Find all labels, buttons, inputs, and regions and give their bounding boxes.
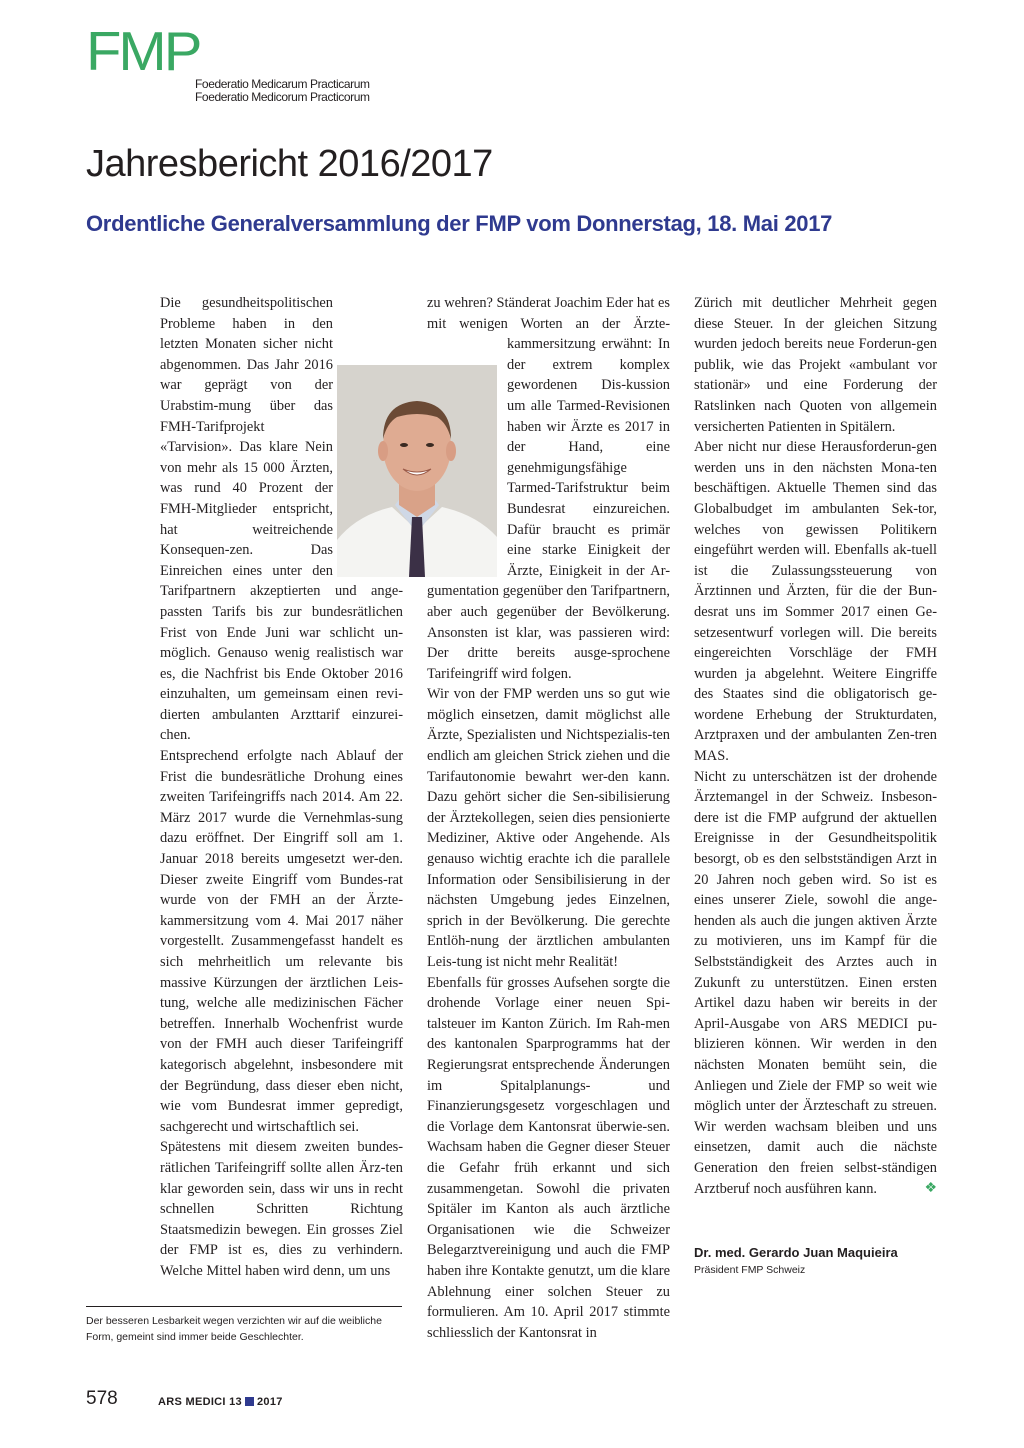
footnote-divider [86, 1306, 402, 1307]
paragraph: Aber nicht nur diese Herausforderun-gen werden uns in den nächsten Mona-ten beschäftigen. Aktuelle Themen sind das Globalbudget im ambulanten Sek-tor, welches von gewissen Politikern eingeführt werden will. Ebenfalls ak-tuell ist die Zulassungssteuerung von Ärztinnen und Ärzten, für die der Bun-desrat uns im Sommer 2017 einen Ge-setzesentwurf vorlegen will. Die bereits eingereichten Vorschläge der FMH wurden ja abgelehnt. Weitere Eingriffe des Staates sind die obligatorisch ge-wordene Erhebung der Strukturdaten, Arztpraxen und der ambulanten Zen-tren MAS. [694, 439, 937, 765]
paragraph: Wir von der FMP werden uns so gut wie möglich einsetzen, damit möglichst alle Ärzte, Spezialisten und Nichtspezialis-ten endlich am gleichen Strick ziehen und die Tarifautonomie bewahrt wer-den kann. Dazu gehört sicher die Sen-sibilisierung der Ärztekollegen, seien dies pensionierte Mediziner, Aktive oder Angehende. Als genauso wichtig erachte ich die parallele Information oder Sensibilisierung in der nächsten Umgebung jedes Einzelnen, sprich in der Bevölkerung. Die gerechte Entlöh-nung der ärztlichen ambulanten Leis-tung ist nicht mehr Realität! [427, 686, 670, 970]
journal-reference [158, 1396, 283, 1408]
author-portrait [337, 365, 497, 577]
text-column-3 [694, 293, 937, 1199]
end-ornament-icon: ❖ [924, 1180, 937, 1196]
paragraph: zu wehren? Ständerat Joachim Eder hat es mit wenigen Worten an der Ärzte-kammersitzung erwähnt: In der extrem komplex gewordenen Dis-kussion um alle Tarmed-Revisionen haben wir Ärzte es 2017 in der Hand, eine genehmigungsfähige Tarmed-Tarifstruktur beim Bundesrat einzureichen. Dafür braucht es primär eine starke Einigkeit der Ärzte, Einigkeit in der Ar-gumentation gegenüber den Tarifpartnern, aber auch gegenüber der Bevölkerung. Ansonsten ist klar, was passieren wird: Der dritte bereits ausge-sprochene Tarifeingriff wird folgen. [427, 295, 670, 682]
logo-line-2: Foederatio Medicorum Practicorum [195, 90, 370, 104]
paragraph: Spätestens mit diesem zweiten bundes-rätlichen Tarifeingriff sollte allen Ärz-ten klar geworden sein, dass wir uns in recht schnellen Schritten Richtung Staatsmedizin bewegen. Ein grosses Ziel der FMP ist es, dies zu verhindern. Welche Mittel haben wird denn, um uns [160, 1139, 403, 1279]
portrait-illustration [337, 365, 497, 577]
page-title: Jahresbericht 2016/2017 [86, 143, 493, 185]
signature-name: Dr. med. Gerardo Juan Maquieira [694, 1245, 898, 1260]
separator-square-icon [245, 1397, 254, 1406]
journal-year: 2017 [256, 1396, 283, 1408]
footnote: Der besseren Lesbarkeit wegen verzichten wir auf die weibliche Form, gemeint sind immer beide Geschlechter. [86, 1315, 382, 1343]
paragraph-text: Nicht zu unterschätzen ist der drohende Ärztemangel in der Schweiz. Insbeson-dere ist die FMP aufgrund der aktuellen Ereignisse in der Gesundheitspolitik besorgt, ob es den selbstständigen Arzt in 20 Jahren noch geben wird. So ist es eines unserer Ziele, sowohl die ange-henden als auch die jungen aktiven Ärzte zu motivieren, uns im Kampf für die Selbstständigkeit des Arztes auch in Zukunft zu unterstützen. Einen ersten Artikel dazu haben wir bereits in der April-Ausgabe von ARS MEDICI pu-blizieren können. Wir werden in den nächsten Monaten bemüht sein, die Anliegen und Ziele der FMP so weit wie möglich unter der Ärzteschaft zu streuen. Wir werden wachsam bleiben und uns einsetzen, damit auch die nächste Generation den freien selbst-ständigen Arztberuf noch ausführen kann. [694, 768, 937, 1197]
paragraph: Entsprechend erfolgte nach Ablauf der Frist die bundesrätliche Drohung eines zweiten Tarifeingriffs nach 2014. Am 22. März 2017 wurde die Vernehmlas-sung dazu eröffnet. Der Eingriff soll am 1. Januar 2018 bereits umgesetzt wer-den. Dieser zweite Eingriff vom Bundes-rat wurde von der FMH an der Ärzte-kammersitzung vom 4. Mai 2017 näher vorgestellt. Zusammengefasst handelt es sich mehrheitlich um relevante bis massive Kürzungen der ärztlichen Leis-tung, welche alle medizinischen Fächer betreffen. Innerhalb Wochenfrist wurde von der FMH auch dieser Tarifeingriff kategorisch abgelehnt, insbesondere mit der Begründung, dass dieser eben nicht, wie vom Bundesrat immer gepredigt, sachgerecht und wirtschaftlich sei. [160, 748, 403, 1135]
page-subtitle: Ordentliche Generalversammlung der FMP vom Donnerstag, 18. Mai 2017 [86, 211, 833, 236]
paragraph [694, 767, 937, 1199]
paragraph: Ebenfalls für grosses Aufsehen sorgte die drohende Vorlage einer neuen Spi-talsteuer im Kanton Zürich. Im Rah-men des kantonalen Sparprogramms hat der Regierungsrat entsprechende Änderungen im Spitalplanungs- und Finanzierungsgesetz vorgeschlagen und die Vorlage dem Kantonsrat überwie-sen. Wachsam haben die Gegner dieser Steuer die Gefahr früh erkannt und sich zusammengetan. Sowohl die privaten Spitäler im Kanton als auch ärztliche Organisationen wie die Schweizer Belegarztvereinigung und auch die FMP haben ihre Kontakte genutzt, um die klare Ablehnung einer solchen Steuer zu formulieren. Am 10. April 2017 stimmte schliesslich der Kantonsrat in [427, 974, 670, 1341]
paragraph: Zürich mit deutlicher Mehrheit gegen diese Steuer. In der gleichen Sitzung wurden jedoch bereits neue Forderun-gen publik, wie das Projekt «ambulant vor stationär» und eine Forderung der Ratslinken nach Quoten von allgemein versicherten Patienten in Spitälern. [694, 295, 937, 435]
fmp-logo [86, 20, 370, 104]
logo-mark: FMP [86, 20, 200, 83]
signature-role: Präsident FMP Schweiz [694, 1264, 806, 1276]
logo-subtitle [195, 78, 495, 104]
journal-name: ARS MEDICI 13 [158, 1396, 242, 1408]
logo-line-1: Foederatio Medicarum Practicarum [195, 77, 370, 91]
paragraph-text: Die gesundheitspolitischen Probleme haben in den letzten Monaten sicher nicht abgenommen. Das Jahr 2016 war geprägt von der Urabstim-mung über das FMH-Tarifprojekt «Tarvision». Das klare Nein von mehr als 15 000 Ärzten, was rund 40 Prozent der FMH-Mitglieder entspricht, hat weitreichende Konsequen-zen. Das Einreichen eines unter den Tarifpartnern akzeptierten und ange-passten Tarifs bis zur bundesrätlichen Frist von Ende Juni war schlicht un-möglich. Genauso wenig realistisch war es, die Nachfrist bis Ende Oktober 2016 einzuhalten, um gemeinsam einen revi-dierten ambulanten Arzttarif einzurei-chen. [160, 295, 403, 744]
page-number: 578 [86, 1388, 118, 1409]
